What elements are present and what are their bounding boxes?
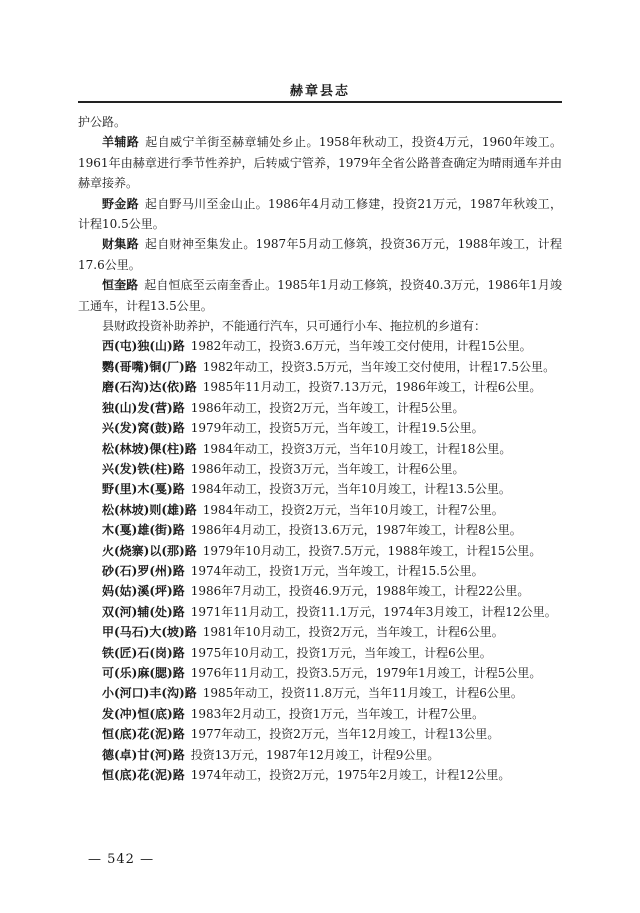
road-entry: [78, 765, 562, 785]
road-description: 1979年动工，投资5万元，当年竣工，计程19.5公里。: [190, 421, 484, 436]
road-entry: [78, 561, 562, 581]
road-description: 1979年10月动工，投资7.5万元，1988年竣工，计程15公里。: [202, 543, 542, 558]
road-entry: [78, 194, 562, 235]
road-description: 1976年11月动工，投资3.5万元，1979年1月竣工，计程5公里。: [190, 665, 542, 680]
header-title: 赫章县志: [289, 84, 350, 99]
road-name: 发(冲)恒(底)路: [102, 706, 185, 721]
road-name: 兴(发)窝(鼓)路: [102, 421, 185, 436]
road-entry: [78, 500, 562, 520]
header-rule: [78, 101, 562, 103]
road-entry: [78, 336, 562, 356]
road-description: 1981年10月动工，投资2万元，当年竣工，计程6公里。: [202, 625, 504, 640]
road-description: 起自恒底至云南奎香止。1985年1月动工修筑，投资40.3万元，1986年1月竣工通车，计程13.5公里。: [78, 278, 562, 313]
road-name: 德(卓)甘(河)路: [102, 747, 185, 762]
page-number: — 542 —: [88, 852, 155, 867]
road-entry: [78, 234, 562, 275]
road-entry: [78, 439, 562, 459]
road-entry: [78, 602, 562, 622]
road-description: 1974年动工，投资2万元，1975年2月竣工，计程12公里。: [190, 768, 511, 782]
road-description: 1983年2月动工，投资1万元，当年竣工，计程7公里。: [190, 706, 485, 721]
road-entry: [78, 479, 562, 499]
road-entry: [78, 275, 562, 316]
road-description: 1986年7月动工，投资46.9万元，1988年竣工，计程22公里。: [190, 584, 530, 599]
road-entry: [78, 643, 562, 663]
road-name: 可(乐)麻(腮)路: [102, 665, 185, 680]
road-entry: [78, 377, 562, 397]
road-name: 松(林坡)则(雄)路: [102, 502, 197, 517]
road-name: 小(河口)丰(沟)路: [102, 686, 197, 701]
road-description: 1982年动工，投资3.5万元，当年竣工交付使用，计程17.5公里。: [202, 359, 556, 374]
road-name: 恒奎路: [102, 278, 139, 293]
road-name: 妈(姑)溪(坪)路: [102, 584, 185, 599]
road-entry: [78, 357, 562, 377]
road-description: 1982年动工，投资3.6万元，当年竣工交付使用，计程15公里。: [190, 339, 532, 354]
road-description: 1985年动工，投资11.8万元，当年11月竣工，计程6公里。: [202, 686, 523, 701]
road-name: 火(烧寨)以(那)路: [102, 543, 197, 558]
road-name: 西(屯)独(山)路: [102, 339, 185, 354]
page-content: [78, 112, 562, 785]
road-description: 起自财神至集发止。1987年5月动工修筑，投资36万元，1988年竣工，计程17.6公里。: [78, 237, 562, 272]
road-description: 1984年动工，投资2万元，当年10月竣工，计程7公里。: [202, 502, 504, 517]
road-description: 1974年动工，投资1万元，当年竣工，计程15.5公里。: [190, 563, 484, 578]
road-name: 甲(马石)大(坡)路: [102, 625, 197, 640]
road-name: 独(山)发(营)路: [102, 400, 185, 415]
road-entry: [78, 132, 562, 193]
road-description: 1977年动工，投资2万元，当年12月竣工，计程13公里。: [190, 727, 500, 742]
road-name: 羊辅路: [102, 135, 140, 150]
road-description: 1971年11月动工，投资11.1万元，1974年3月竣工，计程12公里。: [190, 604, 557, 619]
road-description: 起自野马川至金山止。1986年4月动工修建，投资21万元，1987年秋竣工，计程10.5公里。: [78, 196, 562, 232]
road-name: 磨(石沟)达(依)路: [102, 380, 197, 395]
road-description: 1986年动工，投资3万元，当年竣工，计程6公里。: [190, 461, 465, 476]
road-description: 1985年11月动工，投资7.13万元，1986年竣工，计程6公里。: [202, 380, 542, 395]
road-entry: [78, 745, 562, 765]
road-description: 1975年10月动工，投资1万元，当年竣工，计程6公里。: [190, 645, 492, 660]
road-entry: [78, 459, 562, 479]
road-name: 恒(底)花(泥)路: [102, 768, 185, 782]
road-entry: [78, 541, 562, 561]
intro-fragment: 护公路。: [78, 115, 127, 129]
road-entry: [78, 520, 562, 540]
road-entry: [78, 622, 562, 642]
road-entry: [78, 683, 562, 703]
road-name: 松(林坡)倮(柱)路: [102, 441, 197, 456]
road-name: 木(戛)雄(街)路: [102, 523, 185, 538]
road-name: 财集路: [102, 237, 139, 252]
road-entry: [78, 398, 562, 418]
road-description: 1984年动工，投资3万元，当年10月竣工，计程13.5公里。: [190, 482, 511, 497]
road-name: 砂(石)罗(州)路: [102, 563, 185, 578]
road-entry: [78, 704, 562, 724]
road-description: 1986年4月动工，投资13.6万元，1987年竣工，计程8公里。: [190, 523, 522, 538]
road-name: 鹦(哥嘴)铜(厂)路: [102, 359, 197, 374]
road-description: 起自威宁羊街至赫章辅处乡止。1958年秋动工，投资4万元，1960年竣工。1961年由赫章进行季节性养护，后转威宁管养，1979年全省公路普查确定为晴雨通车并由赫章接养。: [78, 135, 562, 191]
road-entry: [78, 418, 562, 438]
road-name: 双(河)辅(处)路: [102, 604, 185, 619]
road-name: 恒(底)花(泥)路: [102, 727, 185, 742]
road-description: 投资13万元，1987年12月竣工，计程9公里。: [190, 747, 440, 762]
road-name: 野金路: [102, 196, 139, 211]
road-name: 铁(匠)石(岗)路: [102, 645, 185, 660]
road-entry: [78, 663, 562, 683]
road-entry: [78, 581, 562, 601]
road-description: 1984年动工，投资3万元，当年10月竣工，计程18公里。: [202, 441, 512, 456]
road-name: 野(里)木(戛)路: [102, 482, 185, 497]
road-entry: [78, 724, 562, 744]
section-intro: 县财政投资补助养护，不能通行汽车，只可通行小车、拖拉机的乡道有：: [102, 319, 487, 334]
road-name: 兴(发)铁(柱)路: [102, 461, 185, 476]
road-description: 1986年动工，投资2万元，当年竣工，计程5公里。: [190, 400, 465, 415]
